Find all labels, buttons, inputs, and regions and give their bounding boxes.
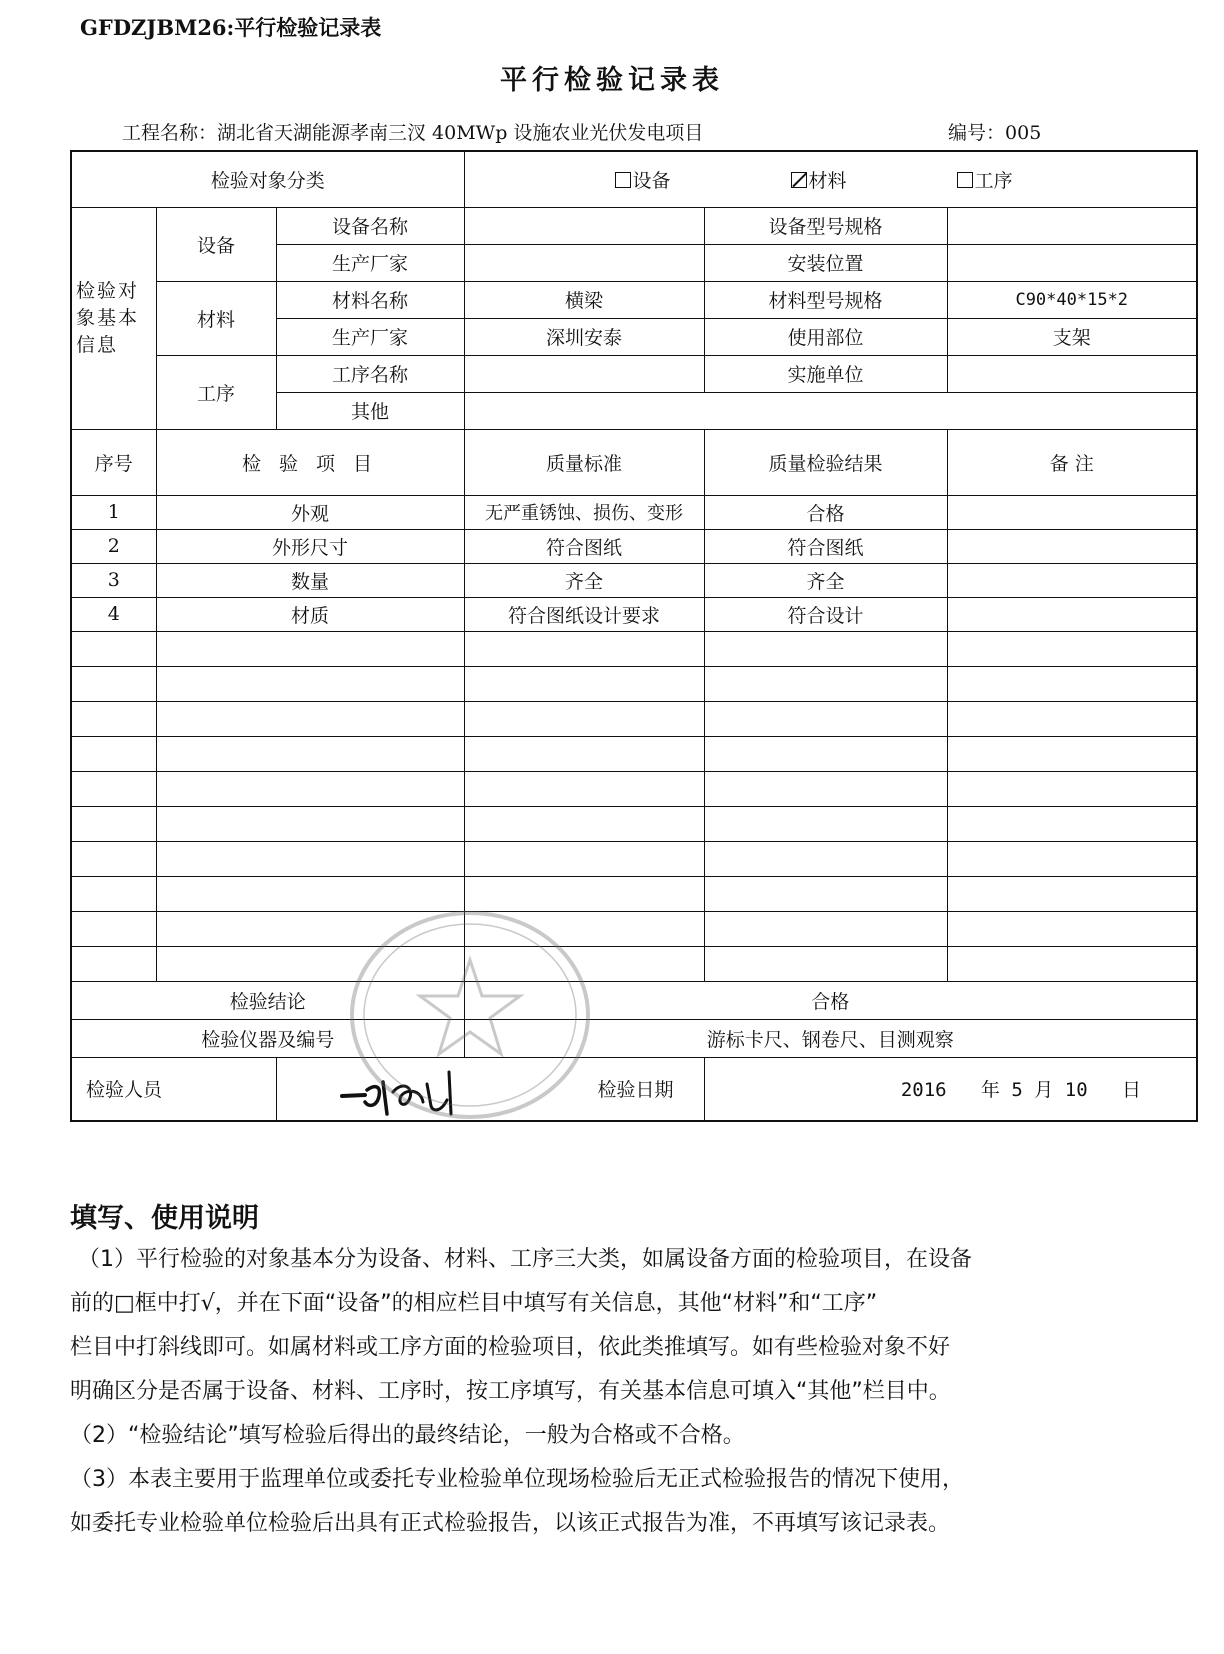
- row-item: 材质: [156, 597, 464, 631]
- conclusion-label: 检验结论: [71, 981, 464, 1019]
- material-name-label: 材料名称: [276, 281, 464, 318]
- items-header-row: [71, 429, 1197, 495]
- conclusion-value[interactable]: 合格: [464, 981, 1197, 1019]
- material-model-label: 材料型号规格: [704, 281, 947, 318]
- material-group-label: 材料: [156, 281, 276, 355]
- empty-row: [71, 666, 1197, 701]
- process-unit-label: 实施单位: [704, 355, 947, 392]
- row-result[interactable]: 符合设计: [704, 597, 947, 631]
- notes-line: （2）“检验结论”填写检验后得出的最终结论，一般为合格或不合格。: [70, 1423, 745, 1448]
- row-remark[interactable]: [947, 563, 1197, 597]
- empty-row: [71, 631, 1197, 666]
- instruments-row: [71, 1019, 1197, 1057]
- category-option-equipment[interactable]: 设备: [615, 166, 785, 193]
- header-no: 序号: [71, 429, 156, 495]
- checkbox-process[interactable]: [957, 172, 973, 188]
- row-remark[interactable]: [947, 597, 1197, 631]
- row-remark[interactable]: [947, 529, 1197, 563]
- category-label: 检验对象分类: [71, 151, 464, 207]
- checkbox-equipment[interactable]: [615, 172, 631, 188]
- equipment-name-value[interactable]: [464, 207, 704, 244]
- empty-row: [71, 736, 1197, 771]
- material-model-value[interactable]: C90*40*15*2: [947, 281, 1197, 318]
- notes-line: 明确区分是否属于设备、材料、工序时，按工序填写，有关基本信息可填入“其他”栏目中。: [70, 1379, 951, 1404]
- equipment-maker-value[interactable]: [464, 244, 704, 281]
- inspection-date[interactable]: 2016 年 5 月 10 日: [704, 1057, 1197, 1121]
- table-row: [71, 563, 1197, 597]
- row-no: 2: [71, 529, 156, 563]
- row-item: 数量: [156, 563, 464, 597]
- row-result[interactable]: 合格: [704, 495, 947, 529]
- checkbox-material-checked[interactable]: [791, 172, 807, 188]
- empty-row: [71, 771, 1197, 806]
- empty-row: [71, 946, 1197, 981]
- row-no: 4: [71, 597, 156, 631]
- date-label: 检验日期: [597, 1079, 674, 1102]
- process-group-label: 工序: [156, 355, 276, 429]
- project-name-line: [122, 118, 703, 145]
- empty-row: [71, 701, 1197, 736]
- equipment-name-label: 设备名称: [276, 207, 464, 244]
- inspection-form-table: [70, 150, 1198, 1122]
- empty-row: [71, 911, 1197, 946]
- row-standard: 无严重锈蚀、损伤、变形: [464, 495, 704, 529]
- process-name-label: 工序名称: [276, 355, 464, 392]
- notes-line: 栏目中打斜线即可。如属材料或工序方面的检验项目，依此类推填写。如有些检验对象不好: [70, 1335, 951, 1360]
- row-standard: 符合图纸设计要求: [464, 597, 704, 631]
- category-option-process[interactable]: 工序: [957, 166, 1127, 193]
- notes-line: （3）本表主要用于监理单位或委托专业检验单位现场检验后无正式检验报告的情况下使用，: [70, 1467, 965, 1492]
- document-title: 平行检验记录表: [500, 65, 724, 96]
- row-no: 1: [71, 495, 156, 529]
- material-name-value[interactable]: 横梁: [464, 281, 704, 318]
- header-standard: 质量标准: [464, 429, 704, 495]
- category-options: [464, 151, 1197, 207]
- equipment-maker-label: 生产厂家: [276, 244, 464, 281]
- number-label: 编号：: [948, 122, 1006, 144]
- row-standard: 齐全: [464, 563, 704, 597]
- equipment-model-label: 设备型号规格: [704, 207, 947, 244]
- equipment-model-value[interactable]: [947, 207, 1197, 244]
- process-other-value[interactable]: [464, 392, 1197, 429]
- project-label: 工程名称：: [122, 122, 218, 144]
- process-other-label: 其他: [276, 392, 464, 429]
- table-row: [71, 529, 1197, 563]
- conclusion-row: [71, 981, 1197, 1019]
- row-result[interactable]: 符合图纸: [704, 529, 947, 563]
- material-maker-label: 生产厂家: [276, 318, 464, 355]
- row-result[interactable]: 齐全: [704, 563, 947, 597]
- empty-row: [71, 806, 1197, 841]
- form-code: GFDZJBM26:平行检验记录表: [80, 15, 382, 40]
- notes-line: 如委托专业检验单位检验后出具有正式检验报告，以该正式报告为准，不再填写该记录表。: [70, 1511, 951, 1536]
- category-row: [71, 151, 1197, 207]
- material-part-value[interactable]: 支架: [947, 318, 1197, 355]
- row-standard: 符合图纸: [464, 529, 704, 563]
- basic-info-label: 检验对象基本信息: [71, 207, 156, 429]
- inspector-label: 检验人员: [71, 1057, 276, 1121]
- equipment-location-label: 安装位置: [704, 244, 947, 281]
- row-no: 3: [71, 563, 156, 597]
- notes-line: 前的□框中打√，并在下面“设备”的相应栏目中填写有关信息，其他“材料”和“工序”: [70, 1291, 878, 1316]
- inspector-row: [71, 1057, 1197, 1121]
- header-item: 检 验 项 目: [156, 429, 464, 495]
- material-part-label: 使用部位: [704, 318, 947, 355]
- process-name-value[interactable]: [464, 355, 704, 392]
- notes-line: （1）平行检验的对象基本分为设备、材料、工序三大类，如属设备方面的检验项目，在设备: [78, 1247, 973, 1272]
- material-maker-value[interactable]: 深圳安泰: [464, 318, 704, 355]
- process-unit-value[interactable]: [947, 355, 1197, 392]
- row-item: 外形尺寸: [156, 529, 464, 563]
- notes-title: 填写、使用说明: [70, 1203, 259, 1234]
- row-remark[interactable]: [947, 495, 1197, 529]
- row-item: 外观: [156, 495, 464, 529]
- instruments-value[interactable]: 游标卡尺、钢卷尺、目测观察: [464, 1019, 1197, 1057]
- equipment-location-value[interactable]: [947, 244, 1197, 281]
- empty-row: [71, 876, 1197, 911]
- project-name: 湖北省天湖能源孝南三汊 40MWp 设施农业光伏发电项目: [217, 122, 704, 144]
- table-row: [71, 495, 1197, 529]
- header-remark: 备 注: [947, 429, 1197, 495]
- official-seal-stamp: [340, 900, 600, 1130]
- instruments-label: 检验仪器及编号: [71, 1019, 464, 1057]
- header-result: 质量检验结果: [704, 429, 947, 495]
- table-row: [71, 597, 1197, 631]
- record-number: [948, 118, 1041, 145]
- empty-row: [71, 841, 1197, 876]
- equipment-group-label: 设备: [156, 207, 276, 281]
- usage-notes: [70, 1238, 1140, 1546]
- category-option-material[interactable]: 材料: [791, 166, 951, 193]
- number-value: 005: [1005, 122, 1042, 144]
